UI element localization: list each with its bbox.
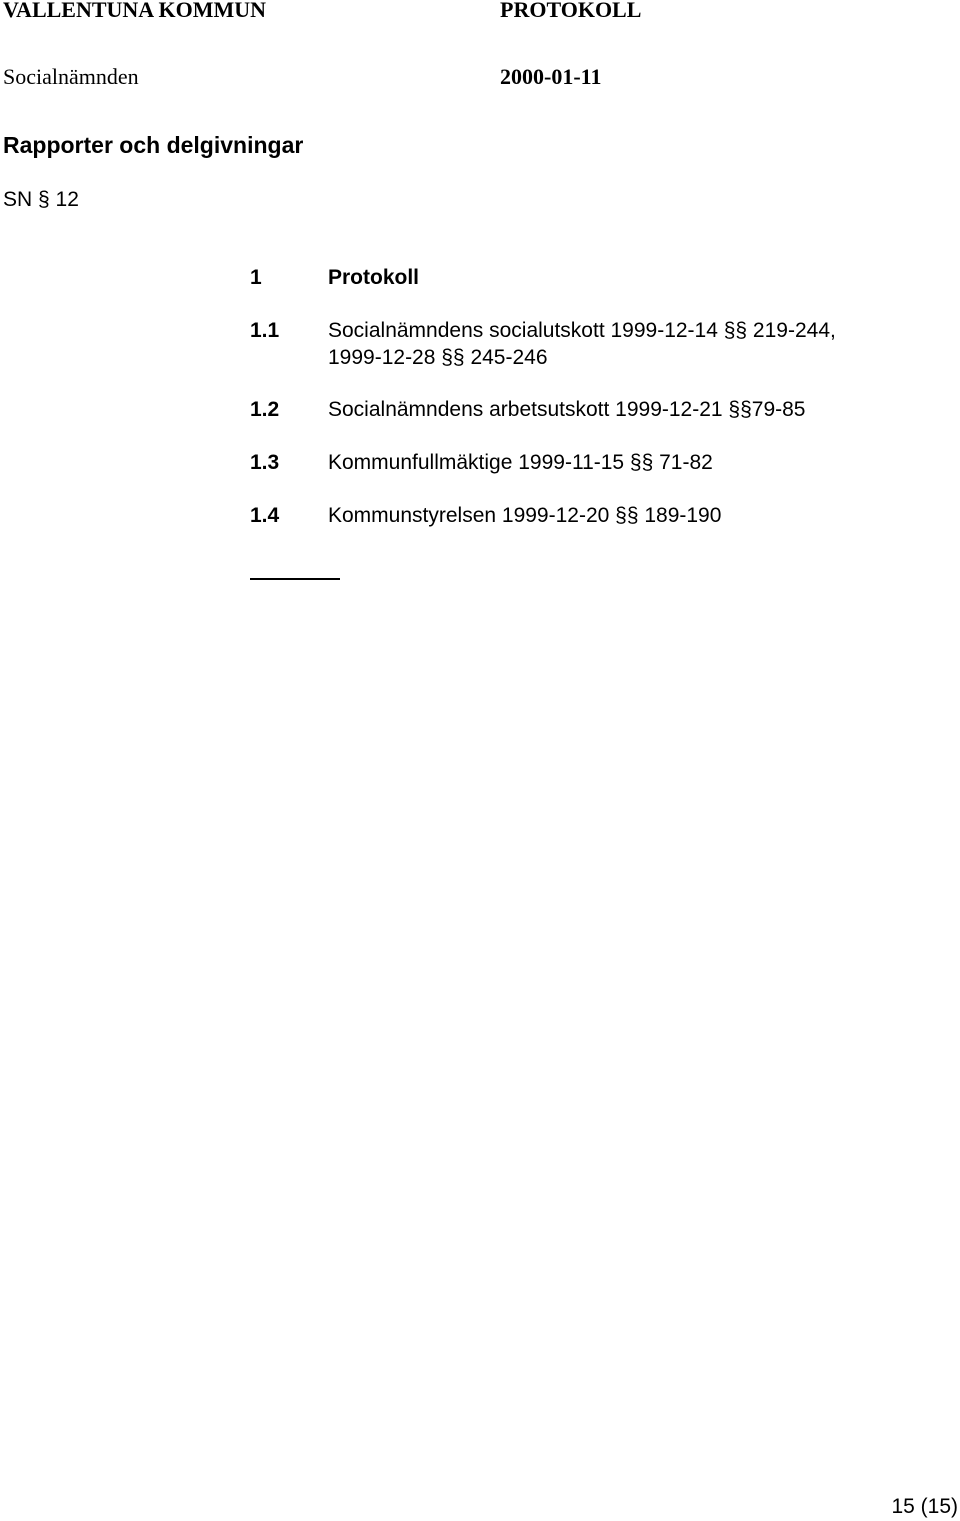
page-number: 15 (15) <box>891 1495 958 1518</box>
item-text: Protokoll <box>328 266 420 289</box>
item-number: 1.1 <box>250 319 280 342</box>
item-text: Socialnämndens socialutskott 1999-12-14 §§ 219-244, <box>328 319 836 342</box>
item-text: Kommunstyrelsen 1999-12-20 §§ 189-190 <box>328 504 722 527</box>
section-title: Rapporter och delgivningar <box>3 132 304 158</box>
section-reference: SN § 12 <box>3 188 79 211</box>
item-number: 1.4 <box>250 504 280 527</box>
item-text: Kommunfullmäktige 1999-11-15 §§ 71-82 <box>328 451 713 474</box>
department-name: Socialnämnden <box>3 64 139 89</box>
document-type: PROTOKOLL <box>500 0 642 22</box>
item-text-continued: 1999-12-28 §§ 245-246 <box>328 346 548 369</box>
item-number: 1.3 <box>250 451 280 474</box>
item-number: 1.2 <box>250 398 280 421</box>
item-number: 1 <box>250 266 262 289</box>
meeting-date: 2000-01-11 <box>500 64 602 89</box>
organization-name: VALLENTUNA KOMMUN <box>3 0 267 22</box>
item-text: Socialnämndens arbetsutskott 1999-12-21 §§79-85 <box>328 398 806 421</box>
end-rule-divider <box>250 578 340 580</box>
